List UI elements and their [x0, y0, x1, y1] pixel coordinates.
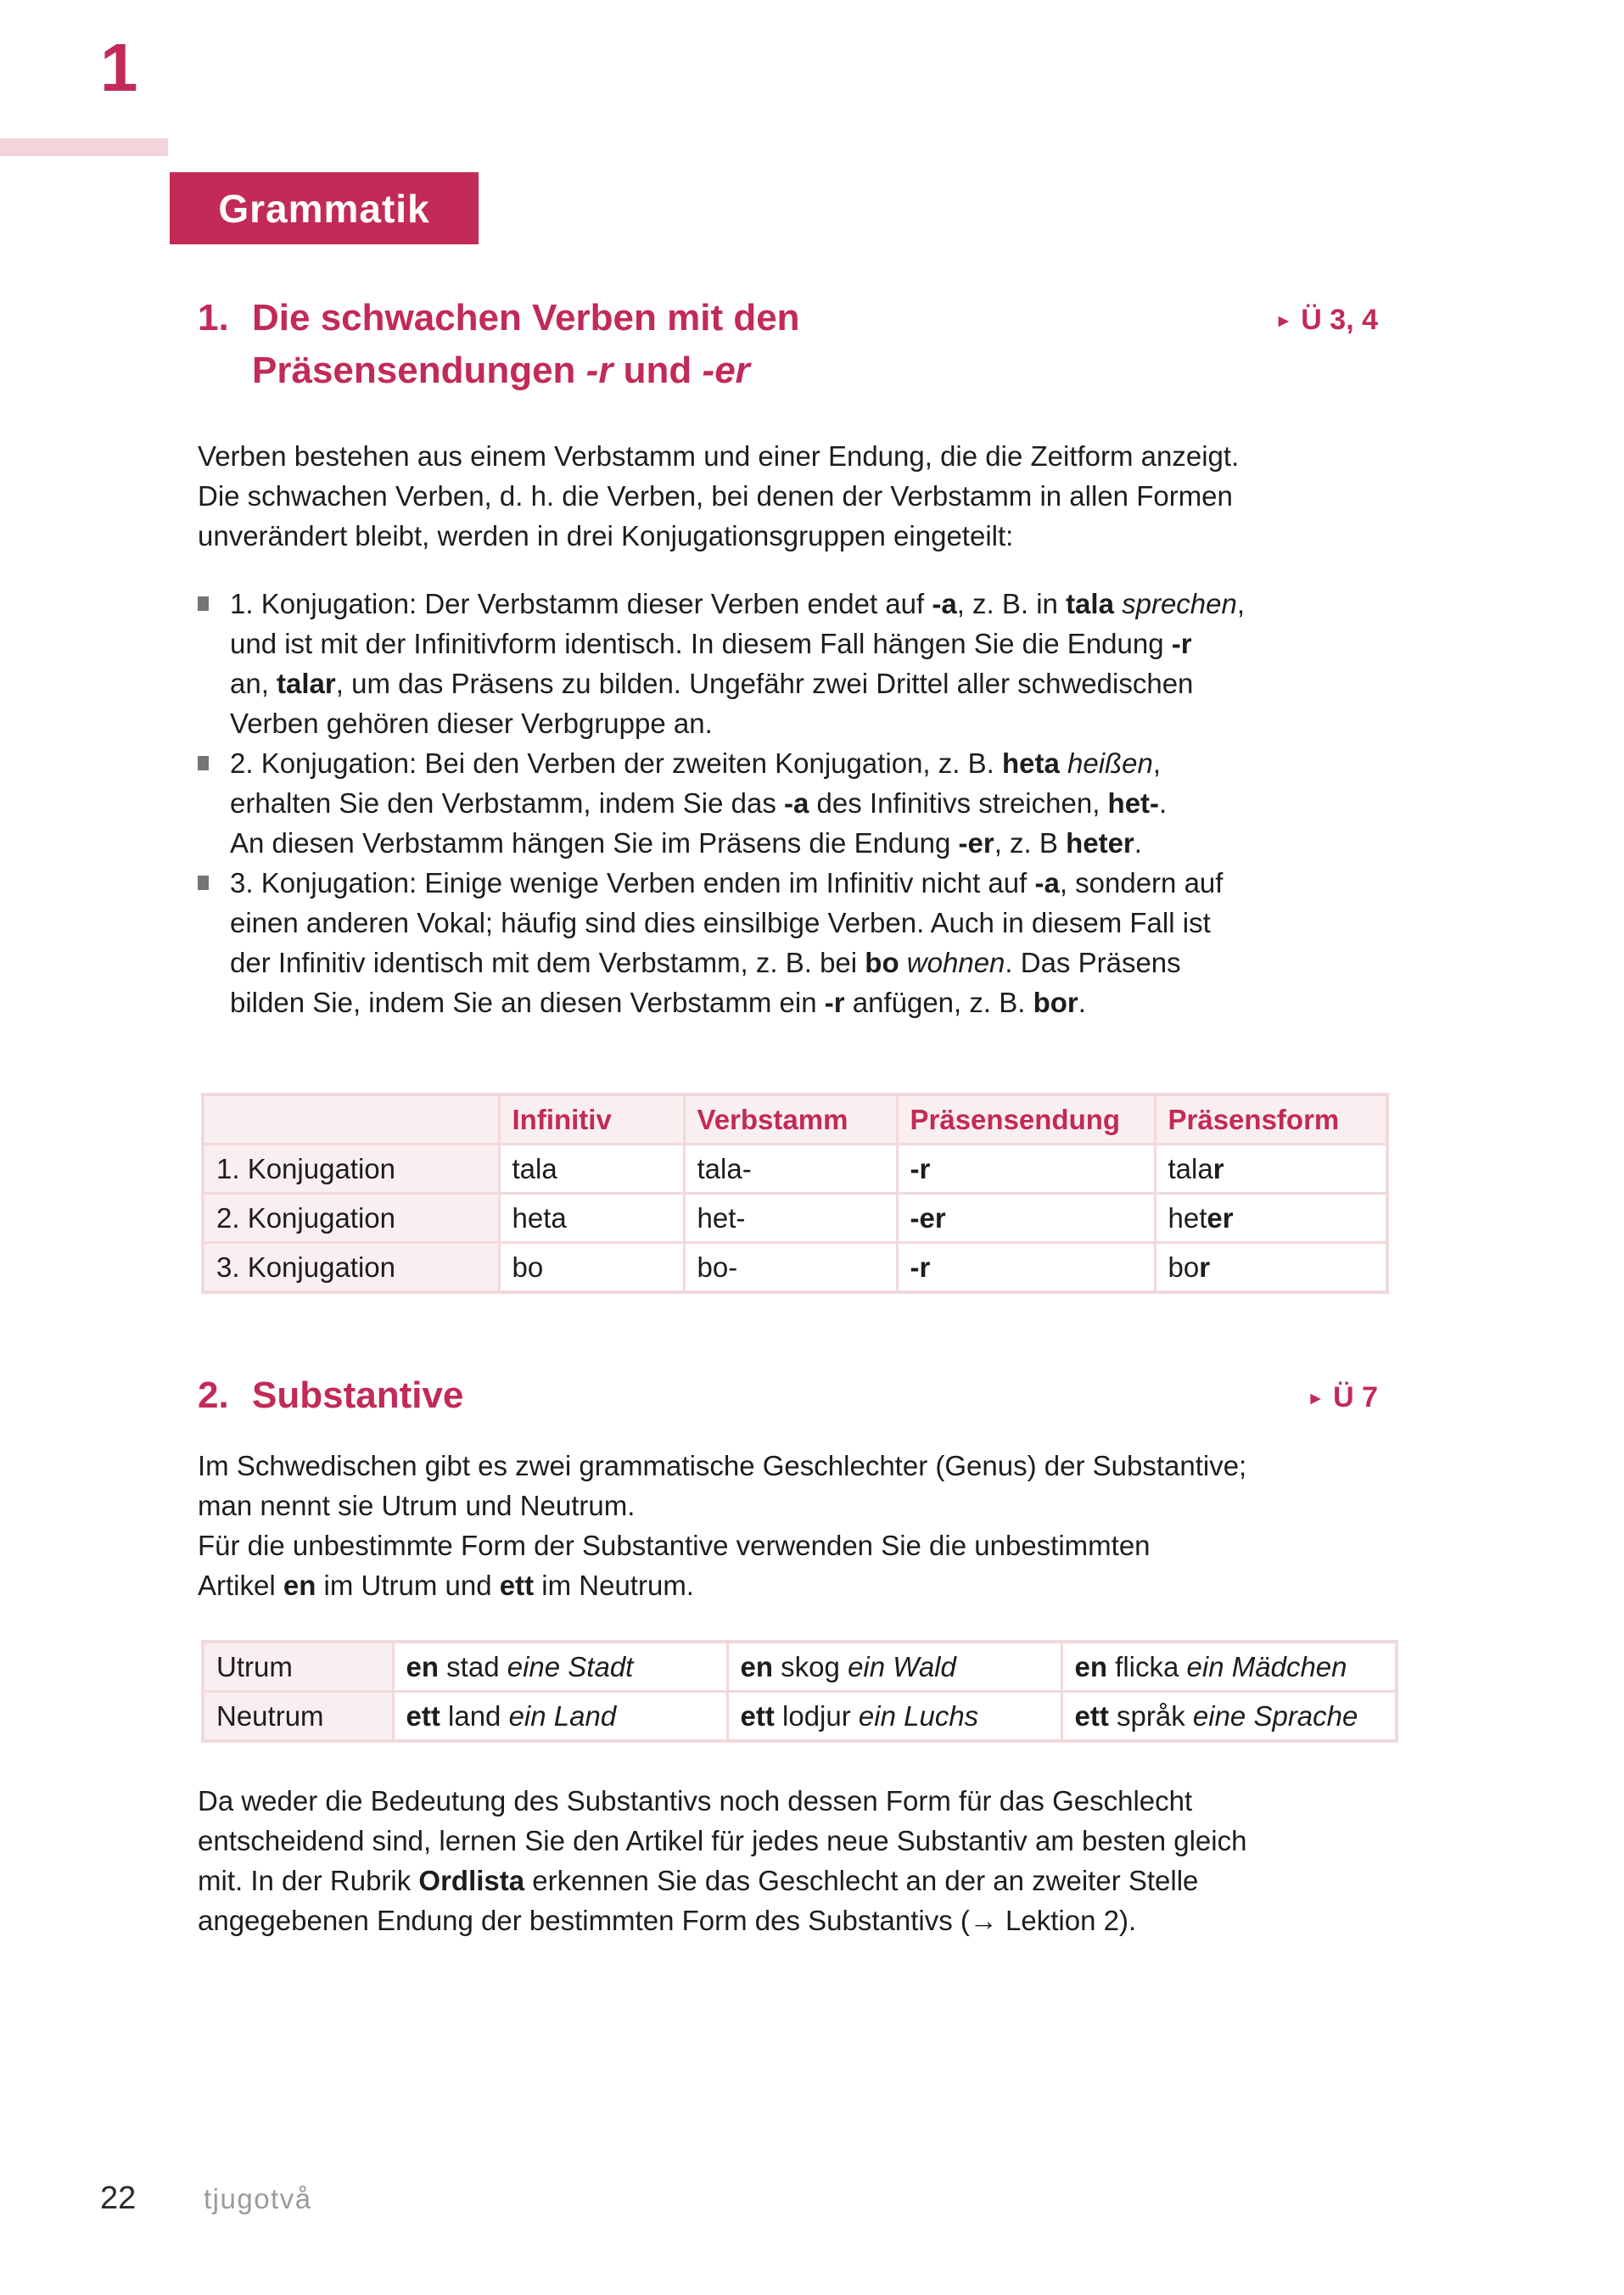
grammatik-banner	[170, 172, 479, 244]
utrum-example-3: en flicka ein Mädchen	[1061, 1642, 1397, 1692]
cell-verbstamm: tala-	[684, 1145, 897, 1194]
cell-form: bor	[1155, 1243, 1387, 1293]
conjugation-table	[201, 1093, 1389, 1294]
section1-heading	[198, 292, 800, 397]
neutrum-example-2: ett lodjur ein Luchs	[727, 1692, 1061, 1742]
cell-endung: -r	[897, 1145, 1155, 1194]
cell-verbstamm: het-	[684, 1194, 897, 1243]
table-corner-cell	[203, 1094, 499, 1145]
section2-exercise-label: Ü 7	[1333, 1381, 1378, 1413]
cell-infinitiv: bo	[499, 1243, 684, 1293]
section2-number: 2.	[198, 1374, 229, 1416]
table-header-row	[203, 1094, 1387, 1145]
cell-form: heter	[1155, 1194, 1387, 1243]
chapter-number: 1	[100, 30, 138, 105]
table-row-neutrum	[203, 1692, 1397, 1742]
bullet-item-2	[198, 743, 1400, 863]
section1-heading-row	[198, 292, 1400, 397]
cell-verbstamm: bo-	[684, 1243, 897, 1293]
neutrum-example-1: ett land ein Land	[393, 1692, 727, 1742]
bullet-item-3-text: 3. Konjugation: Einige wenige Verben enden im Infinitiv nicht auf -a, sondern auf einen anderen Vokal; häufig sind dies einsilbige Verben. Auch in diesem Fall ist der Infinitiv identisch mit dem Verbstamm, z. B. bei bo wohnen. Das Präsens bilden Sie, indem Sie an diesen Verbstamm ein -r anfügen, z. B. bor.	[230, 867, 1224, 1018]
section2-title: Substantive	[252, 1374, 464, 1416]
column-header-infinitiv: Infinitiv	[499, 1094, 684, 1145]
cell-infinitiv: tala	[499, 1145, 684, 1194]
section1-number: 1.	[198, 297, 229, 339]
section2-exercise-reference	[1307, 1369, 1400, 1413]
table-row	[203, 1243, 1387, 1293]
row-label: 3. Konjugation	[203, 1243, 499, 1293]
bullet-item-2-text: 2. Konjugation: Bei den Verben der zweiten Konjugation, z. B. heta heißen, erhalten Sie den Verbstamm, indem Sie das -a des Infinitivs streichen, het-. An diesen Verbstamm hängen Sie im Präsens die Endung -er, z. B heter.	[230, 747, 1168, 859]
cell-form: talar	[1155, 1145, 1387, 1194]
footer-page-number: 22	[100, 2180, 137, 2216]
gender-table	[201, 1640, 1398, 1743]
bullet-item-1-text: 1. Konjugation: Der Verbstamm dieser Verben endet auf -a, z. B. in tala sprechen, und ist mit der Infinitivform identisch. In diesem Fall hängen Sie die Endung -r an, talar, um das Präsens zu bilden. Ungefähr zwei Drittel aller schwedischen Verben gehören dieser Verbgruppe an.	[230, 588, 1246, 739]
bullet-item-1	[198, 584, 1400, 743]
cell-infinitiv: heta	[499, 1194, 684, 1243]
triangle-arrow-icon: ►	[1307, 1389, 1325, 1408]
table-row	[203, 1194, 1387, 1243]
section2-heading	[198, 1369, 463, 1422]
section2-heading-row	[198, 1369, 1400, 1422]
neutrum-example-3: ett språk eine Sprache	[1061, 1692, 1397, 1742]
triangle-arrow-icon: ►	[1274, 311, 1293, 331]
section1-intro-paragraph: Verben bestehen aus einem Verbstamm und einer Endung, die die Zeitform anzeigt. Die schwachen Verben, d. h. die Verben, bei denen der Verbstamm in allen Formen unverändert bleibt, werden in drei Konjugationsgruppen eingeteilt:	[198, 440, 1240, 551]
section2-outro-paragraph: Da weder die Bedeutung des Substantivs noch dessen Form für das Geschlecht entscheidend sind, lernen Sie den Artikel für jedes neue Substantiv am besten gleich mit. In der Rubrik Ordlista erkennen Sie das Geschlecht an der an zweiter Stelle angegebenen Endung der bestimmten Form des Substantivs (→ Lektion 2).	[198, 1785, 1247, 1936]
column-header-praesensform: Präsensform	[1155, 1094, 1387, 1145]
table-row	[203, 1145, 1387, 1194]
bullet-item-3	[198, 863, 1400, 1022]
table-row-utrum	[203, 1642, 1397, 1692]
utrum-example-2: en skog ein Wald	[727, 1642, 1061, 1692]
grammatik-banner-label: Grammatik	[218, 186, 430, 231]
column-header-verbstamm: Verbstamm	[684, 1094, 897, 1145]
cell-endung: -r	[897, 1243, 1155, 1293]
row-label: 1. Konjugation	[203, 1145, 499, 1194]
section1-exercise-reference	[1274, 292, 1400, 336]
utrum-example-1: en stad eine Stadt	[393, 1642, 727, 1692]
column-header-praesensendung: Präsensendung	[897, 1094, 1155, 1145]
row-label: 2. Konjugation	[203, 1194, 499, 1243]
row-label-utrum: Utrum	[203, 1642, 393, 1692]
section1-exercise-label: Ü 3, 4	[1301, 304, 1378, 336]
section2-intro-paragraph: Im Schwedischen gibt es zwei grammatische Geschlechter (Genus) der Substantive; man nennt sie Utrum und Neutrum. Für die unbestimmte Form der Substantive verwenden Sie die unbestimmten Artikel en im Utrum und ett im Neutrum.	[198, 1450, 1247, 1601]
row-label-neutrum: Neutrum	[203, 1692, 393, 1742]
bullet-square-icon	[198, 756, 209, 770]
section1-title: Die schwachen Verben mit den Präsensendungen -r und -er	[252, 297, 800, 391]
footer-page-word: tjugotvå	[204, 2183, 312, 2214]
bullet-square-icon	[198, 596, 209, 611]
chapter-divider-bar	[0, 138, 168, 156]
bullet-square-icon	[198, 876, 209, 890]
cell-endung: -er	[897, 1194, 1155, 1243]
conjugation-bullet-list	[198, 584, 1400, 1022]
